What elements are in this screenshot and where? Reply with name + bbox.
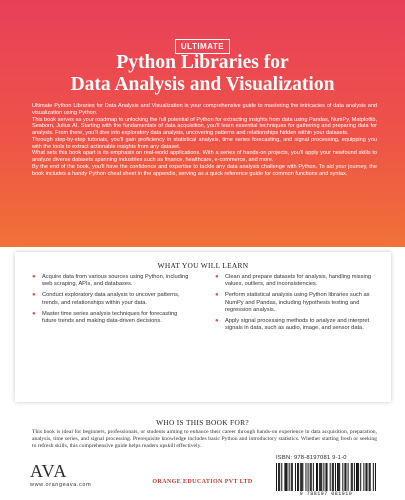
learn-bullet-text: Clean and prepare datasets for analysis, handling missing values, outliers, and inconsistencies. <box>225 274 372 288</box>
barcode-bar <box>291 463 292 491</box>
learn-column-right <box>215 274 375 336</box>
description-paragraph: What sets this book apart is its emphasis on real-world applications. With a series of hands-on projects, you'll apply your newfound skills to analyze diverse datasets spanning industries such as finance, healthcare, e-commerce, and more. <box>32 150 377 163</box>
barcode-bar <box>338 463 339 491</box>
barcode-bar <box>302 463 303 491</box>
barcode-bar <box>281 463 282 491</box>
barcode-bar <box>342 463 343 491</box>
learn-bullet <box>215 292 375 314</box>
barcode-bar <box>310 463 311 491</box>
barcode-bar <box>292 463 293 491</box>
publisher-name: ORANGE EDUCATION PVT LTD <box>152 479 253 485</box>
barcode-bar <box>278 463 279 491</box>
isbn-label: ISBN: 978-8197081 9-1-0 <box>276 455 347 461</box>
learn-bullet <box>32 311 192 325</box>
barcode-bar <box>367 463 368 491</box>
description-paragraph: By the end of the book, you'll have the confidence and expertise to tackle any data analysis challenge with Python. To aid your journey, the book includes a handy Python cheat sheet in the appendix, serving as a quick reference guide for common functions and syntax. <box>32 163 377 177</box>
bullet-dot-icon: ● <box>32 310 36 317</box>
barcode-bar <box>301 463 302 491</box>
barcode-bar <box>373 463 374 491</box>
barcode-bar <box>316 463 317 491</box>
learn-bullet-text: Perform statistical analysis using Python libraries such as NumPy and Pandas, including hypothesis testing and regression analysis. <box>225 292 370 313</box>
barcode-bar <box>332 463 333 491</box>
barcode-bar <box>276 463 277 491</box>
who-heading: WHO IS THIS BOOK FOR? <box>156 418 249 427</box>
barcode-bar <box>351 463 352 491</box>
learn-bullet <box>32 292 192 306</box>
publisher-url: www.orangeava.com <box>30 482 92 488</box>
barcode-bar <box>365 463 366 491</box>
barcode-bar <box>317 463 318 491</box>
description-paragraph: Ultimate Python Libraries for Data Analysis and Visualization is your comprehensive guide to mastering the intricacies of data analysis and visualization using Python. <box>32 103 377 116</box>
series-badge-label: ULTIMATE <box>175 39 230 54</box>
barcode-bar <box>308 463 309 491</box>
barcode-bar <box>339 463 340 491</box>
book-description <box>32 103 377 177</box>
barcode-icon <box>276 463 376 491</box>
description-paragraph: This book serves as your roadmap to unlocking the full potential of Python for extracting insights from data using Pandas, NumPy, Matplotlib, Seaborn, Julius AI. Starting with the fundamentals of data acquisition, you'll learn essential techniques for gathering and preparing data for analysis. From there, you'll dive into exploratory data analysis, uncovering patterns and relationships hidden within your datasets. <box>32 116 377 136</box>
barcode-bar <box>298 463 299 491</box>
barcode-bar <box>333 463 334 491</box>
barcode-bar <box>358 463 359 491</box>
barcode-bar <box>369 463 370 491</box>
barcode-bar <box>335 463 336 491</box>
barcode-bar <box>330 463 331 491</box>
barcode-bar <box>327 463 328 491</box>
barcode-bar <box>360 463 361 491</box>
book-title-line-1: Python Libraries for <box>116 52 289 73</box>
bullet-dot-icon: ● <box>215 274 219 280</box>
barcode-bar <box>356 463 357 491</box>
learn-bullet-text: Acquire data from various sources using Python, including web scraping, APIs, and databases. <box>42 274 189 288</box>
bullet-dot-icon: ● <box>215 318 219 325</box>
description-paragraph: Through step-by-step tutorials, you'll gain proficiency in statistical analysis, time series forecasting, and signal processing, equipping you with the tools to extract actionable insights from any dataset. <box>32 136 377 150</box>
who-description: This book is ideal for beginners, professionals, or students aiming to enhance their career through hands-on experience in data acquisition, preparation, analysis, time series, and signal processing. Prerequisite knowledge includes basic Python and introductory statistics. Whether starting fresh or seeking to refresh skills, this comprehensive guide helps readers upskill effectively. <box>32 429 377 449</box>
barcode-bar <box>352 463 353 491</box>
barcode-bar <box>289 463 290 491</box>
book-title <box>0 52 405 96</box>
barcode-bar <box>305 463 306 491</box>
barcode-bar <box>284 463 285 491</box>
learn-bullet <box>215 318 375 332</box>
learn-bullet-text: Master time series analysis techniques for forecasting future trends and making data-driven decisions. <box>42 310 178 325</box>
barcode-bar <box>313 463 314 491</box>
barcode-bar <box>363 463 364 491</box>
learn-column-left <box>32 274 192 329</box>
what-you-will-learn-box <box>15 252 391 402</box>
barcode-bar <box>300 463 301 491</box>
learn-bullet-text: Apply signal processing methods to analyze and interpret signals in data, such as audio, image, and sensor data. <box>225 318 370 332</box>
bullet-dot-icon: ● <box>32 274 36 280</box>
barcode-bar <box>345 463 346 491</box>
barcode-bar <box>337 463 338 491</box>
barcode-bar <box>323 463 324 491</box>
barcode-bar <box>311 463 312 491</box>
barcode-bar <box>285 463 286 491</box>
barcode-number: 9 788197 081910 <box>299 491 353 497</box>
barcode-bar <box>321 463 322 491</box>
learn-bullet-text: Conduct exploratory data analysis to uncover patterns, trends, and relationships within your data. <box>42 292 180 306</box>
barcode-bar <box>319 463 320 491</box>
learn-bullet <box>215 274 375 288</box>
book-title-line-2: Data Analysis and Visualization <box>70 74 335 95</box>
barcode-bar <box>287 463 288 491</box>
barcode-bar <box>320 463 321 491</box>
barcode-bar <box>370 463 371 491</box>
ava-logo: AVA <box>30 461 68 481</box>
barcode-bar <box>297 463 298 491</box>
barcode-bar <box>279 463 280 491</box>
barcode-bar <box>344 463 345 491</box>
barcode-bar <box>325 463 326 491</box>
barcode-bar <box>357 463 358 491</box>
bullet-dot-icon: ● <box>215 292 219 299</box>
barcode-bar <box>295 463 296 491</box>
learn-heading: WHAT YOU WILL LEARN <box>157 261 249 270</box>
barcode-bar <box>375 463 376 491</box>
barcode-bar <box>354 463 355 491</box>
bullet-dot-icon: ● <box>32 292 36 299</box>
barcode-bar <box>348 463 349 491</box>
learn-bullet <box>32 274 192 288</box>
